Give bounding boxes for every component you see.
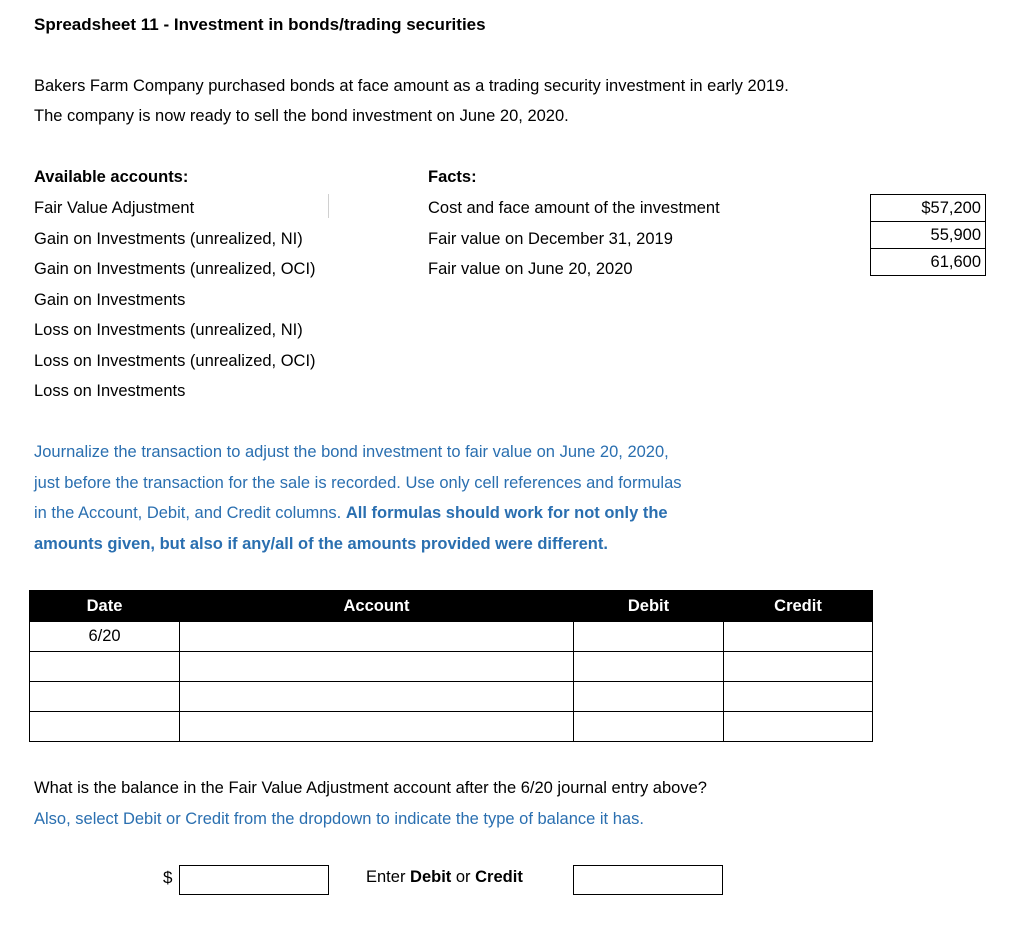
instruction-line-4-bold: amounts given, but also if any/all of the amounts provided were different.: [34, 535, 608, 553]
debit-column-header: Debit: [574, 591, 724, 622]
account-item: Loss on Investments (unrealized, NI): [34, 321, 303, 339]
enter-or: or: [455, 868, 471, 886]
intro-line-2: The company is now ready to sell the bond investment on June 20, 2020.: [34, 107, 569, 125]
debit-cell[interactable]: [574, 682, 724, 712]
page-title: Spreadsheet 11 - Investment in bonds/trading securities: [34, 15, 486, 34]
enter-credit: Credit: [475, 868, 523, 886]
credit-column-header: Credit: [724, 591, 873, 622]
enter-debit: Debit: [410, 868, 452, 886]
account-item: Fair Value Adjustment: [34, 199, 195, 217]
account-item: Gain on Investments (unrealized, NI): [34, 230, 303, 248]
account-cell[interactable]: [180, 622, 574, 652]
debit-cell[interactable]: [574, 622, 724, 652]
debit-credit-dropdown[interactable]: [573, 865, 723, 895]
account-cell[interactable]: [180, 652, 574, 682]
facts-header: Facts:: [428, 168, 477, 186]
dollar-sign: $: [163, 868, 173, 887]
fair-value-balance-input[interactable]: [179, 865, 329, 895]
fact-label: Fair value on June 20, 2020: [428, 260, 633, 278]
date-cell[interactable]: [30, 712, 180, 742]
instruction-line-2: just before the transaction for the sale is recorded. Use only cell references and formulas: [34, 474, 682, 492]
fact-label: Cost and face amount of the investment: [428, 199, 720, 217]
fact-value-cost[interactable]: $57,200: [870, 194, 986, 222]
intro-line-1: Bakers Farm Company purchased bonds at face amount as a trading security investment in early 2019.: [34, 77, 789, 95]
date-cell[interactable]: [30, 652, 180, 682]
account-cell[interactable]: [180, 712, 574, 742]
question-line-1: What is the balance in the Fair Value Adjustment account after the 6/20 journal entry above?: [34, 779, 707, 797]
account-item: Loss on Investments: [34, 382, 186, 400]
credit-cell[interactable]: [724, 712, 873, 742]
instruction-line-3-bold: All formulas should work for not only the: [345, 504, 668, 522]
journal-row: [30, 622, 873, 652]
accounts-header: Available accounts:: [34, 168, 189, 186]
question-line-2: Also, select Debit or Credit from the dropdown to indicate the type of balance it has.: [34, 810, 644, 828]
fact-value-jun20[interactable]: 61,600: [870, 248, 986, 276]
enter-prefix: Enter: [366, 868, 406, 886]
account-item: Loss on Investments (unrealized, OCI): [34, 352, 316, 370]
account-column-header: Account: [180, 591, 574, 622]
journal-header-row: [30, 591, 873, 622]
account-item: Gain on Investments: [34, 291, 186, 309]
debit-cell[interactable]: [574, 712, 724, 742]
credit-cell[interactable]: [724, 682, 873, 712]
account-item: Gain on Investments (unrealized, OCI): [34, 260, 316, 278]
credit-cell[interactable]: [724, 652, 873, 682]
instruction-line-3: [34, 504, 668, 523]
debit-cell[interactable]: [574, 652, 724, 682]
instruction-line-3-plain: in the Account, Debit, and Credit columns.: [34, 504, 342, 522]
date-column-header: Date: [30, 591, 180, 622]
journal-row: [30, 652, 873, 682]
date-cell[interactable]: [30, 682, 180, 712]
journal-table: [29, 590, 873, 742]
journal-row: [30, 682, 873, 712]
credit-cell[interactable]: [724, 622, 873, 652]
debit-credit-label: [366, 868, 523, 887]
fact-label: Fair value on December 31, 2019: [428, 230, 673, 248]
instruction-line-4: [34, 535, 608, 554]
journal-row: [30, 712, 873, 742]
instruction-line-1: Journalize the transaction to adjust the bond investment to fair value on June 20, 2020,: [34, 443, 669, 461]
date-cell[interactable]: 6/20: [30, 622, 180, 652]
cell-cursor-divider: [328, 194, 329, 218]
facts-values: [870, 194, 986, 276]
fact-value-dec31[interactable]: 55,900: [870, 221, 986, 249]
account-cell[interactable]: [180, 682, 574, 712]
